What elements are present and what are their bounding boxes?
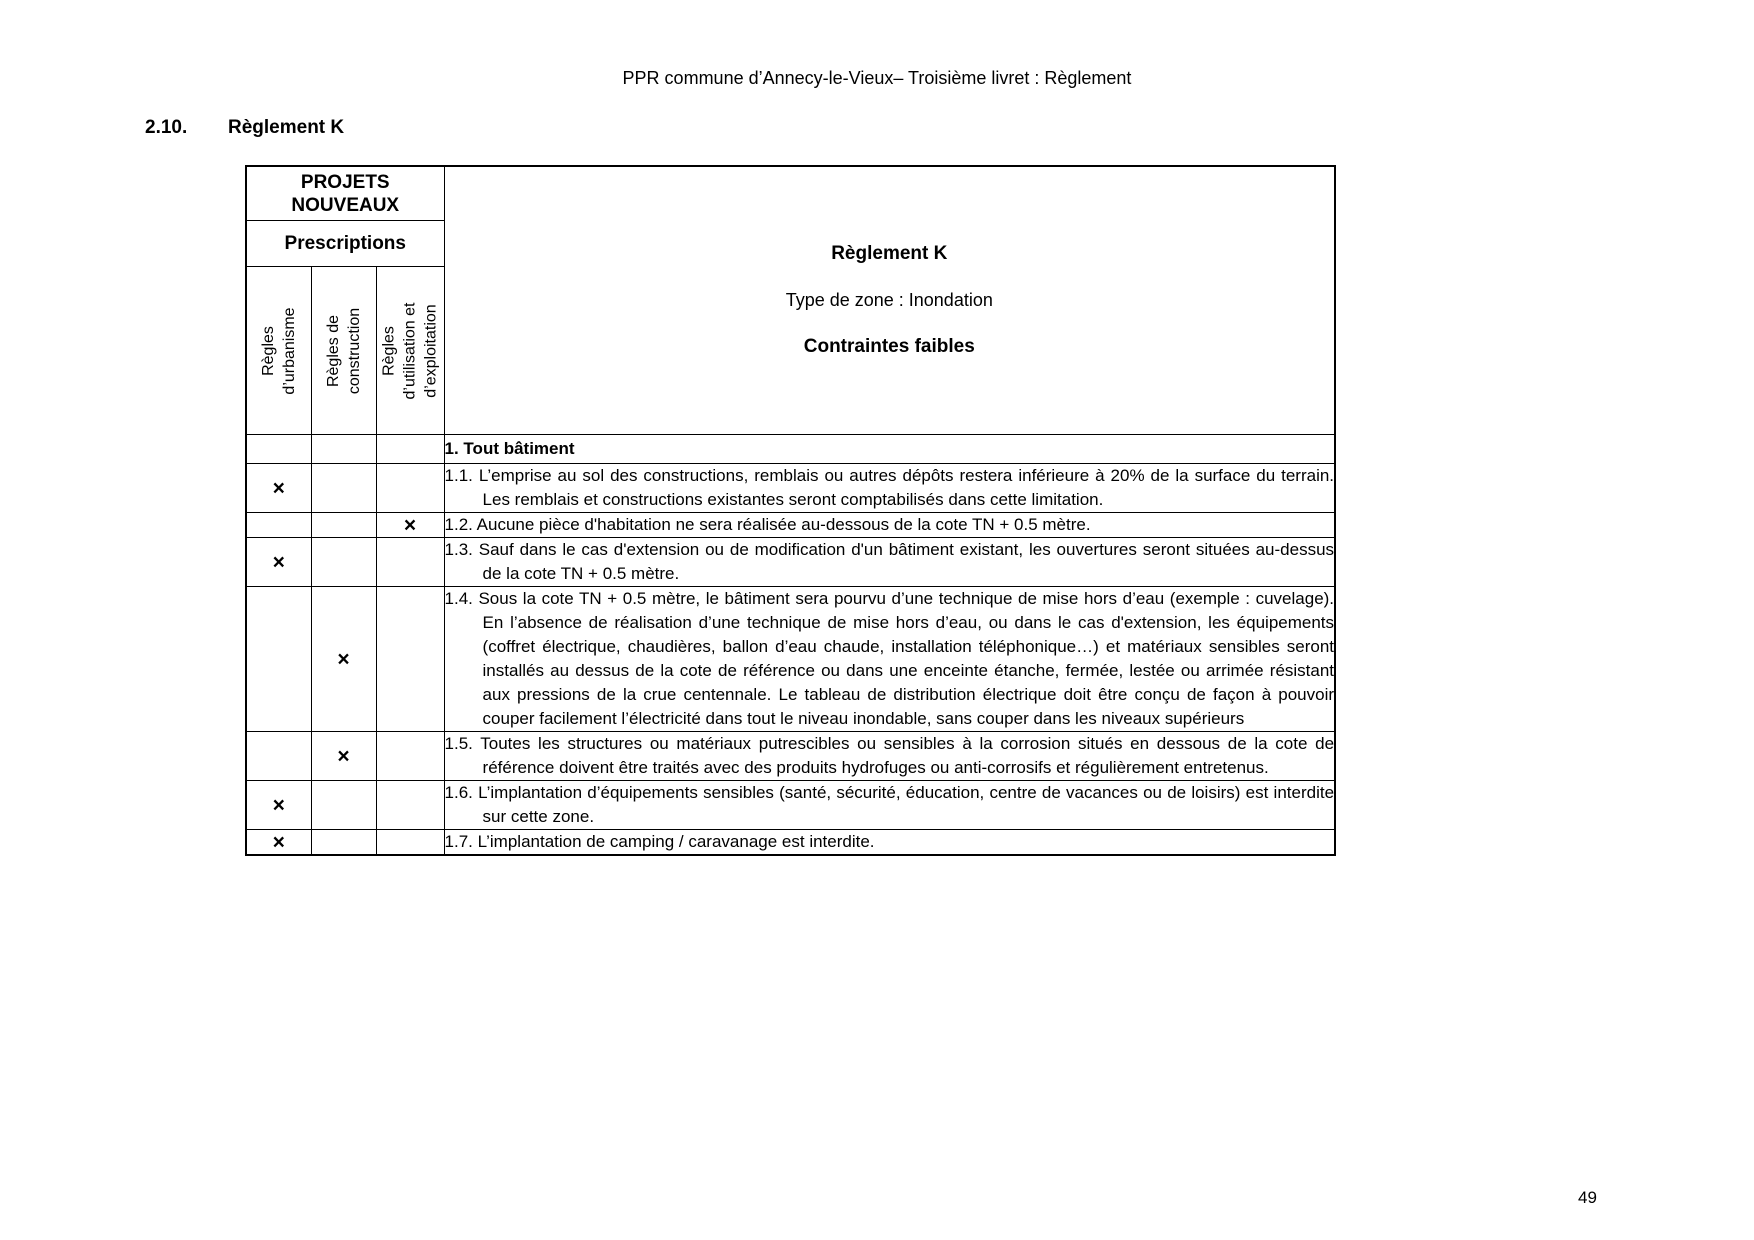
mark-cell-construction — [311, 513, 376, 538]
column-header-urbanisme: Règles d’urbanisme — [246, 267, 311, 435]
rule-cell — [444, 587, 1335, 732]
rule-text: 1.2. Aucune pièce d'habitation ne sera réalisée au-dessous de la cote TN + 0.5 mètre. — [444, 515, 1091, 534]
rule-text: 1.1. L’emprise au sol des constructions, remblais ou autres dépôts restera inférieure à 20% de la surface du terrain. Les remblais et constructions existantes seront comptabilisés dans cette limitation. — [444, 466, 1335, 509]
page-header: PPR commune d’Annecy-le-Vieux– Troisième livret : Règlement — [622, 68, 1132, 88]
mark-cell-urbanisme — [246, 587, 311, 732]
table-row — [246, 513, 1335, 538]
rule-text: 1.7. L’implantation de camping / caravanage est interdite. — [444, 832, 875, 851]
projets-nouveaux-header: PROJETS NOUVEAUX — [246, 166, 444, 221]
mark-cell-utilisation — [376, 830, 444, 856]
reglement-table — [245, 165, 1336, 856]
rule-cell — [444, 732, 1335, 781]
rule-section-title: 1. Tout bâtiment — [444, 435, 1335, 464]
mark-cell-urbanisme — [246, 513, 311, 538]
section-title-row — [246, 435, 1335, 464]
header-row-projets — [246, 166, 1335, 221]
column-header-construction: Règles de construction — [311, 267, 376, 435]
table-row — [246, 830, 1335, 856]
rule-cell — [444, 513, 1335, 538]
mark-cell-utilisation — [376, 464, 444, 513]
mark-cell-construction — [311, 464, 376, 513]
mark-cell-urbanisme: × — [246, 538, 311, 587]
contraintes-label: Contraintes faibles — [803, 336, 975, 357]
table-row — [246, 538, 1335, 587]
empty-mark-cell — [246, 435, 311, 464]
prescriptions-header: Prescriptions — [246, 221, 444, 267]
table-row — [246, 464, 1335, 513]
rule-cell — [444, 781, 1335, 830]
reglement-title: Règlement K — [831, 243, 948, 264]
mark-cell-urbanisme: × — [246, 464, 311, 513]
mark-cell-utilisation: × — [376, 513, 444, 538]
rule-text: 1.3. Sauf dans le cas d'extension ou de modification d'un bâtiment existant, les ouvertures seront situées au-dessus de la cote TN + 0.5 mètre. — [444, 540, 1335, 583]
rule-cell — [444, 538, 1335, 587]
empty-mark-cell — [376, 435, 444, 464]
mark-cell-urbanisme — [246, 732, 311, 781]
zone-type-label: Type de zone : Inondation — [785, 290, 993, 310]
table-row — [246, 587, 1335, 732]
mark-cell-construction: × — [311, 732, 376, 781]
column-header-utilisation: Règles d’utilisation et d’exploitation — [376, 267, 444, 435]
mark-cell-utilisation — [376, 587, 444, 732]
section-title: Règlement K — [228, 117, 345, 138]
rule-cell — [444, 464, 1335, 513]
rule-text: 1.6. L’implantation d’équipements sensibles (santé, sécurité, éducation, centre de vacances ou de loisirs) est interdite sur cette zone. — [444, 783, 1335, 826]
table-row — [246, 781, 1335, 830]
rule-cell — [444, 830, 1335, 856]
rule-text: 1.5. Toutes les structures ou matériaux putrescibles ou sensibles à la corrosion situés en dessous de la cote de référence doivent être traités avec des produits hydrofuges ou anti-corrosifs et régulièrement entretenus. — [444, 734, 1335, 777]
mark-cell-utilisation — [376, 781, 444, 830]
mark-cell-construction — [311, 781, 376, 830]
empty-mark-cell — [311, 435, 376, 464]
mark-cell-construction — [311, 830, 376, 856]
mark-cell-urbanisme: × — [246, 781, 311, 830]
mark-cell-construction — [311, 538, 376, 587]
mark-cell-urbanisme: × — [246, 830, 311, 856]
mark-cell-utilisation — [376, 538, 444, 587]
section-number: 2.10. — [145, 117, 188, 138]
mark-cell-utilisation — [376, 732, 444, 781]
page-number: 49 — [1578, 1188, 1597, 1207]
table-row — [246, 732, 1335, 781]
section-heading — [145, 117, 344, 139]
mark-cell-construction: × — [311, 587, 376, 732]
reglement-header-cell — [444, 166, 1335, 435]
rule-text: 1.4. Sous la cote TN + 0.5 mètre, le bâtiment sera pourvu d’une technique de mise hors d’eau (exemple : cuvelage). En l’absence de réalisation d’une technique de mise hors d’eau, ou dans le cas d'extension, les équipements (coffret électrique, chaudières, ballon d’eau chaude, installation téléphonique…) et matériaux sensibles seront installés au dessus de la cote de référence ou dans une enceinte étanche, fermée, lestée ou arrimée résistant aux pressions de la crue centennale. Le tableau de distribution électrique doit être conçu de façon à pouvoir couper facilement l’électricité dans tout le niveau inondable, sans couper dans les niveaux supérieurs — [444, 589, 1335, 728]
